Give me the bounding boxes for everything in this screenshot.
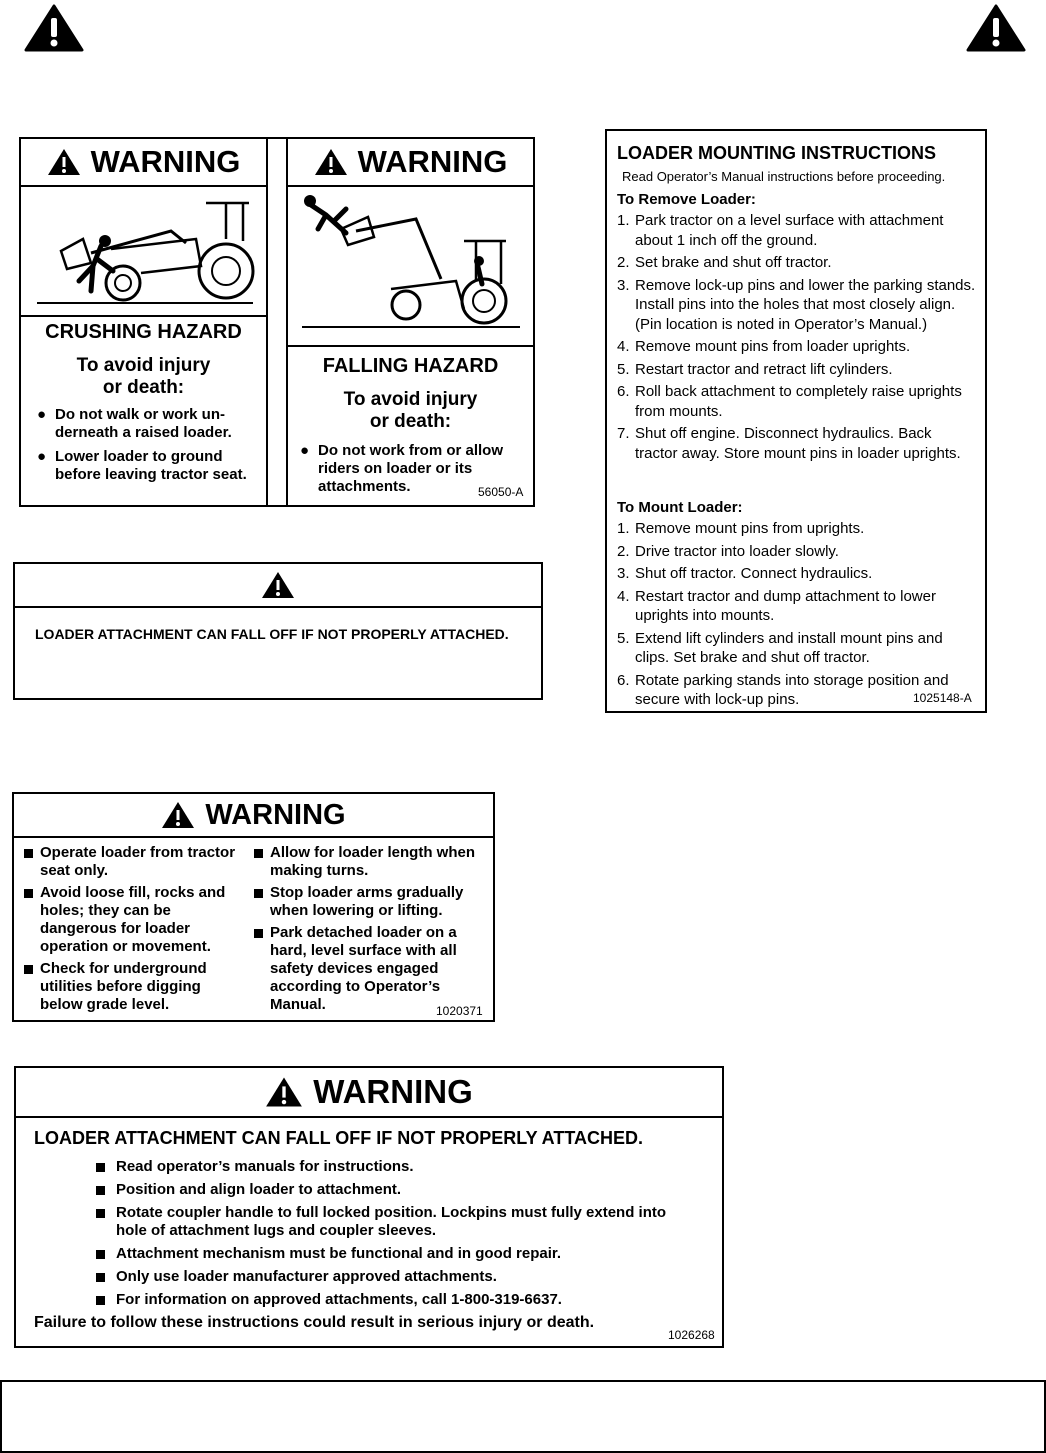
- panel-gap: [268, 139, 288, 505]
- operation-left-bullets: [24, 844, 242, 1014]
- bullet-item: Operate loader from tractor seat only.: [24, 844, 242, 880]
- bullet-item: ● Lower loader to ground before leaving tractor seat.: [37, 448, 247, 483]
- bullet-item: Rotate coupler handle to full locked position. Lockpins must fully extend into hole of attachment lugs and coupler sleeves.: [96, 1204, 696, 1240]
- avoid-line-2: or death:: [369, 411, 452, 432]
- warning-triangle-icon: [314, 148, 348, 176]
- mounting-subtitle: Read Operator’s Manual instructions before proceeding.: [622, 169, 946, 184]
- warning-header-text: WARNING: [205, 798, 346, 831]
- bullet-item: Read operator’s manuals for instructions.: [96, 1158, 696, 1176]
- bullet-item: Check for underground utilities before digging below grade level.: [24, 960, 242, 1014]
- avoid-injury-text: [288, 389, 533, 433]
- warning-triangle-icon: [161, 801, 195, 829]
- crushing-hazard-panel: [21, 139, 268, 505]
- falling-bullets: [298, 442, 508, 496]
- remove-step: 3. Remove lock-up pins and lower the parking stands. Install pins into the holes that most closely align. (Pin location is noted in Operator’s Manual.): [617, 276, 976, 333]
- operation-right-bullets: [254, 844, 489, 1014]
- mount-step: 4. Restart tractor and dump attachment to lower uprights into mounts.: [617, 587, 936, 624]
- avoid-injury-text: [21, 355, 266, 399]
- falling-hazard-title: FALLING HAZARD: [322, 355, 499, 377]
- remove-step: 1. Park tractor on a level surface with attachment about 1 inch off the ground.: [617, 212, 944, 249]
- bullet-item: Park detached loader on a hard, level surface with all safety devices engaged according to Operator’s Manual.: [254, 924, 489, 1014]
- decal-hazard-pair: [19, 137, 535, 507]
- avoid-line-2: or death:: [102, 377, 185, 398]
- safety-alert-icon-right: [966, 4, 1026, 52]
- attachment-headline: LOADER ATTACHMENT CAN FALL OFF IF NOT PROPERLY ATTACHED.: [34, 1128, 643, 1148]
- attachment-message: LOADER ATTACHMENT CAN FALL OFF IF NOT PROPERLY ATTACHED.: [35, 626, 509, 642]
- remove-step: 6. Roll back attachment to completely raise uprights from mounts.: [617, 383, 962, 420]
- decal-operation-warning: [12, 792, 495, 1022]
- bullet-item: ● Do not work from or allow riders on loader or its attachments.: [300, 442, 504, 495]
- divider: [21, 315, 266, 317]
- warning-header-text: WARNING: [313, 1073, 473, 1110]
- decal-mounting-instructions: [605, 129, 987, 713]
- mount-steps-list: [617, 519, 977, 710]
- warning-header: [16, 1068, 722, 1118]
- page-footer-box: [0, 1380, 1046, 1453]
- alert-header: [15, 564, 541, 608]
- falling-hazard-panel: [288, 139, 533, 505]
- divider: [288, 345, 533, 347]
- crushing-hazard-title: CRUSHING HAZARD: [45, 321, 242, 343]
- falling-illustration: [296, 189, 526, 339]
- part-number: 56050-A: [478, 485, 524, 499]
- bullet-item: Avoid loose fill, rocks and holes; they can be dangerous for loader operation or movement.: [24, 884, 242, 956]
- remove-step: 7. Shut off engine. Disconnect hydraulics. Back tractor away. Store mount pins in loader uprights.: [617, 425, 961, 462]
- mount-heading: To Mount Loader:: [617, 499, 743, 516]
- safety-alert-icon-left: [24, 4, 84, 52]
- warning-header-text: WARNING: [90, 144, 241, 179]
- crushing-illustration: [31, 191, 259, 311]
- bullet-item: Stop loader arms gradually when lowering or lifting.: [254, 884, 489, 920]
- avoid-line-1: To avoid injury: [343, 389, 478, 410]
- remove-steps-list: [617, 211, 977, 463]
- crushing-bullets: [35, 406, 260, 484]
- decal-attachment-small: [13, 562, 543, 700]
- part-number: 1025148-A: [913, 691, 972, 705]
- mounting-title: LOADER MOUNTING INSTRUCTIONS: [617, 143, 936, 163]
- bullet-item: For information on approved attachments, call 1-800-319-6637.: [96, 1291, 696, 1309]
- part-number: 1020371: [436, 1004, 483, 1018]
- bullet-item: Allow for loader length when making turns.: [254, 844, 489, 880]
- remove-heading: To Remove Loader:: [617, 191, 756, 208]
- attachment-bullets: [96, 1158, 696, 1309]
- bullet-item: Position and align loader to attachment.: [96, 1181, 696, 1199]
- warning-header: [288, 139, 533, 187]
- mount-step: 3. Shut off tractor. Connect hydraulics.: [617, 565, 873, 582]
- part-number: 1026268: [668, 1328, 715, 1342]
- warning-header: [21, 139, 266, 187]
- remove-step: 2. Set brake and shut off tractor.: [617, 254, 832, 271]
- remove-step: 5. Restart tractor and retract lift cylinders.: [617, 360, 893, 378]
- mount-step: 5. Extend lift cylinders and install mount pins and clips. Set brake and shut off tractor.: [617, 629, 943, 666]
- warning-triangle-icon: [47, 148, 81, 176]
- warning-header-text: WARNING: [357, 144, 508, 179]
- mount-step: 2. Drive tractor into loader slowly.: [617, 542, 839, 560]
- decal-attachment-large: [14, 1066, 724, 1348]
- warning-header: [14, 794, 493, 838]
- bullet-item: Attachment mechanism must be functional and in good repair.: [96, 1245, 696, 1263]
- bullet-item: ● Do not walk or work un-derneath a raised loader.: [37, 406, 232, 441]
- warning-triangle-icon: [265, 1076, 303, 1108]
- remove-step: 4. Remove mount pins from loader uprights.: [617, 338, 911, 355]
- mount-step: 1. Remove mount pins from uprights.: [617, 520, 865, 537]
- attachment-footer: Failure to follow these instructions could result in serious injury or death.: [34, 1314, 595, 1331]
- bullet-item: Only use loader manufacturer approved attachments.: [96, 1268, 696, 1286]
- mount-step: 6. Rotate parking stands into storage position and secure with lock-up pins.: [617, 671, 949, 708]
- avoid-line-1: To avoid injury: [76, 355, 211, 376]
- warning-triangle-icon: [261, 571, 295, 599]
